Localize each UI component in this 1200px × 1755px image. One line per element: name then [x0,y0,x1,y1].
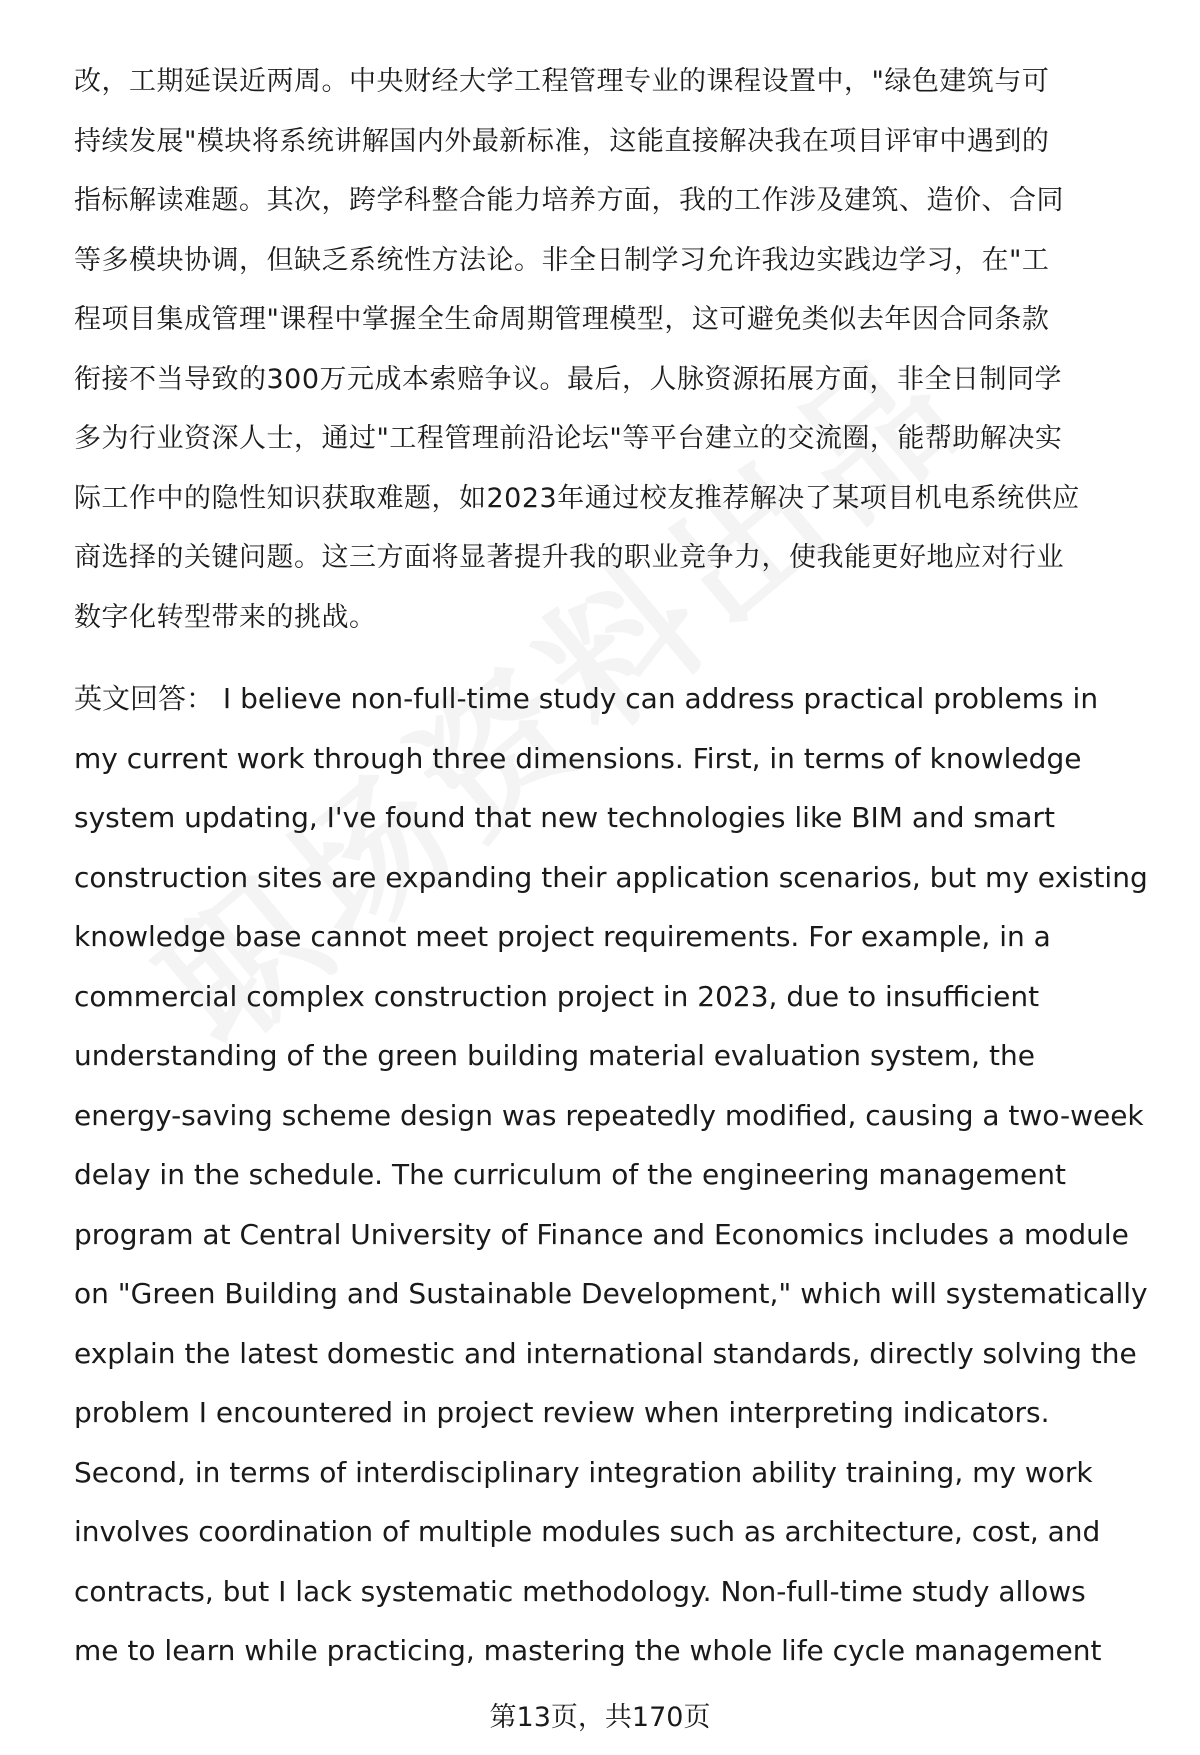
text-line: 程项目集成管理"课程中掌握全生命周期管理模型，这可避免类似去年因合同条款 [74,304,1050,335]
text-line: explain the latest domestic and international standards, directly solving the [74,1336,1137,1370]
text-line: contracts, but I lack systematic methodology. Non-full-time study allows [74,1574,1086,1608]
english-answer-paragraph [74,669,1164,1681]
page-number-footer: 第13页，共170页 [489,1702,711,1733]
text-line: system updating, I've found that new technologies like BIM and smart [74,801,1055,834]
text-line: 改，工期延误近两周。中央财经大学工程管理专业的课程设置中，"绿色建筑与可 [74,66,1050,97]
text-line-content: I believe non-full-time study can address practical problems in [214,682,1099,715]
text-line: 等多模块协调，但缺乏系统性方法论。非全日制学习允许我边实践边学习，在"工 [74,244,1050,276]
text-line: knowledge base cannot meet project requirements. For example, in a [74,920,1051,953]
text-line: on "Green Building and Sustainable Development," which will systematically [74,1277,1148,1310]
text-line: understanding of the green building material evaluation system, the [74,1039,1035,1072]
text-line: my current work through three dimensions. First, in terms of knowledge [74,741,1082,775]
chinese-paragraph [74,52,1164,647]
text-line: 数字化转型带来的挑战。 [74,601,377,633]
text-line: involves coordination of multiple modules such as architecture, cost, and [74,1515,1101,1548]
text-line: 衔接不当导致的300万元成本索赔争议。最后，人脉资源拓展方面，非全日制同学 [74,363,1063,395]
text-line: commercial complex construction project in 2023, due to insufficient [74,979,1040,1013]
page-content [74,52,1164,1681]
text-line: delay in the schedule. The curriculum of the engineering management [74,1158,1066,1191]
text-line: 际工作中的隐性知识获取难题，如2023年通过校友推荐解决了某项目机电系统供应 [74,482,1080,514]
text-line: construction sites are expanding their application scenarios, but my existing [74,860,1148,894]
text-line: problem I encountered in project review when interpreting indicators. [74,1396,1050,1429]
text-line: 多为行业资深人士，通过"工程管理前沿论坛"等平台建立的交流圈，能帮助解决实 [74,423,1063,454]
text-line: 商选择的关键问题。这三方面将显著提升我的职业竞争力，使我能更好地应对行业 [74,542,1064,573]
text-line: Second, in terms of interdisciplinary integration ability training, my work [74,1455,1093,1489]
text-line: 持续发展"模块将系统讲解国内外最新标准，这能直接解决我在项目评审中遇到的 [74,125,1050,157]
text-line [74,669,1164,729]
text-line: me to learn while practicing, mastering the whole life cycle management [74,1634,1102,1667]
english-answer-label: 英文回答： [74,682,215,715]
text-line: program at Central University of Finance and Economics includes a module [74,1217,1129,1251]
text-line: energy-saving scheme design was repeatedly modified, causing a two-week [74,1098,1144,1132]
text-line: 指标解读难题。其次，跨学科整合能力培养方面，我的工作涉及建筑、造价、合同 [74,185,1064,216]
